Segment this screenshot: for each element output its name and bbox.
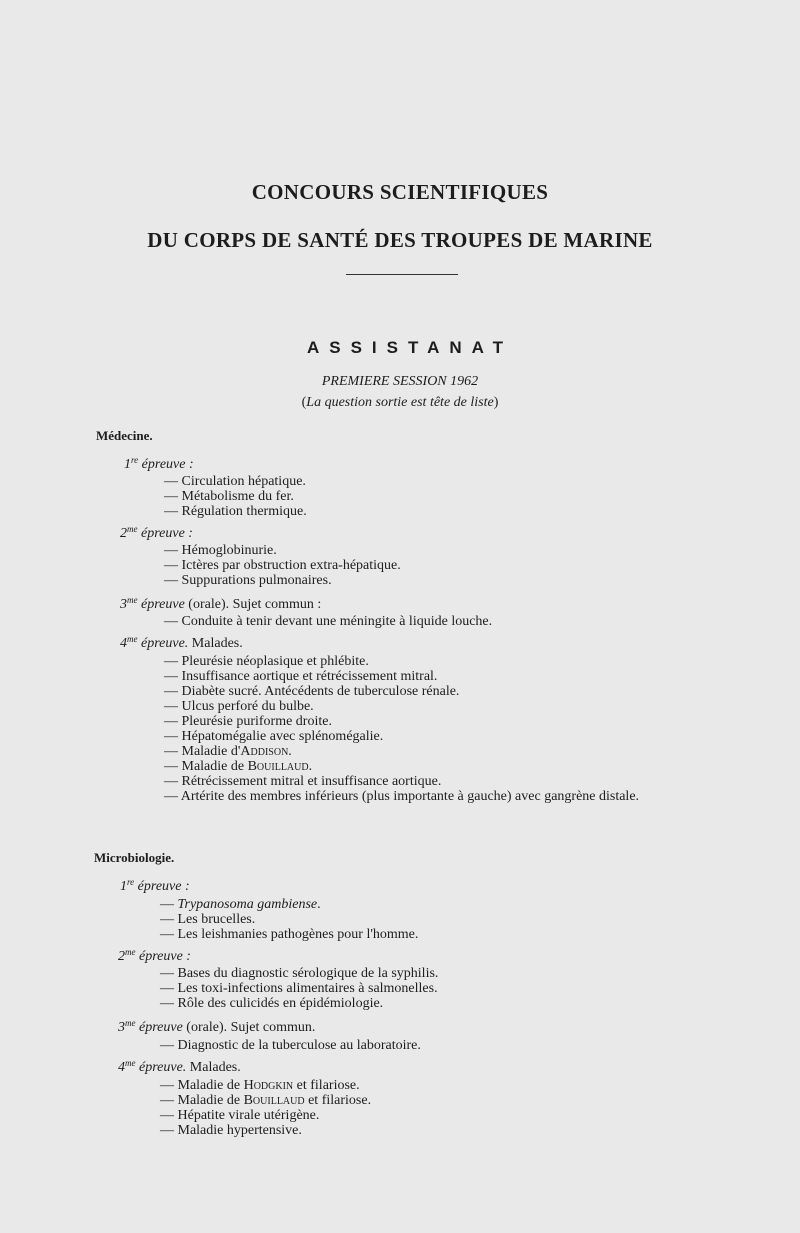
microbiologie-epreuve-1: 1re épreuve : <box>120 877 190 894</box>
medecine-epreuve-1: 1re épreuve : <box>124 455 194 472</box>
medecine-epreuve-2-list <box>164 543 401 588</box>
list-item: — Hémoglobinurie. <box>164 543 277 558</box>
list-item: — Diabète sucré. Antécédents de tuberculose rénale. <box>164 684 460 699</box>
medecine-epreuve-3-list <box>164 614 492 629</box>
medecine-epreuve-4-list <box>164 654 704 804</box>
list-item: — Insuffisance aortique et rétrécissement mitral. <box>164 669 438 684</box>
list-item: — Les toxi-infections alimentaires à salmonelles. <box>160 981 438 996</box>
list-item: — Maladie hypertensive. <box>160 1123 302 1138</box>
list-item: — Maladie de Hodgkin et filariose. <box>160 1078 360 1093</box>
microbiologie-epreuve-4: $4^{me}$ épreuve. Malades. <box>118 1058 241 1075</box>
section-medecine: Médecine. <box>96 428 153 443</box>
list-item: — Hépatite virale utérigène. <box>160 1108 320 1123</box>
section-heading: ASSISTANAT <box>306 338 514 357</box>
list-item: — Suppurations pulmonaires. <box>164 573 332 588</box>
list-item: — Maladie d'Addison. <box>164 744 292 759</box>
medecine-epreuve-2: $2^{me}$ épreuve : <box>120 524 193 541</box>
session-line: PREMIERE SESSION 1962 <box>321 374 479 389</box>
list-item: — Maladie de Bouillaud. <box>164 759 313 774</box>
medecine-epreuve-3: $3^{me}$ épreuve (orale). Sujet commun : <box>120 595 322 612</box>
microbiologie-epreuve-1-list <box>160 897 418 942</box>
title-line-2: DU CORPS DE SANTÉ DES TROUPES DE MARINE <box>147 228 653 252</box>
medecine-epreuve-4: $4^{me}$ épreuve. Malades. <box>120 634 243 651</box>
title-line-1: CONCOURS SCIENTIFIQUES <box>251 180 549 204</box>
microbiologie-epreuve-2: $2^{me}$ épreuve : <box>118 947 191 964</box>
list-item: — Les leishmanies pathogènes pour l'homme. <box>160 927 419 942</box>
list-item: — Pleurésie néoplasique et phlébite. <box>164 654 369 669</box>
list-item: — Ictères par obstruction extra-hépatique. <box>164 558 401 573</box>
list-item: — Rétrécissement mitral et insuffisance aortique. <box>164 774 442 789</box>
microbiologie-epreuve-2-list <box>160 966 438 1011</box>
list-item: — Conduite à tenir devant une méningite à liquide louche. <box>164 614 493 629</box>
microbiologie-epreuve-3-list <box>160 1038 421 1053</box>
session-note: (La question sortie est tête de liste) <box>301 395 499 410</box>
list-item: — Bases du diagnostic sérologique de la syphilis. <box>160 966 439 981</box>
list-item: — Régulation thermique. <box>164 504 307 519</box>
list-item: — Métabolisme du fer. <box>164 489 294 504</box>
list-item: — Trypanosoma gambiense. <box>160 897 321 912</box>
microbiologie-epreuve-4-list <box>160 1078 371 1138</box>
list-item: — Maladie de Bouillaud et filariose. <box>160 1093 372 1108</box>
medecine-epreuve-1-list <box>164 474 307 519</box>
list-item: — Hépatomégalie avec splénomégalie. <box>164 729 384 744</box>
list-item: — Artérite des membres inférieurs (plus importante à gauche) avec gangrène distale. <box>164 789 640 804</box>
list-item: — Les brucelles. <box>160 912 256 927</box>
list-item: — Circulation hépatique. <box>164 474 306 489</box>
list-item: — Rôle des culicidés en épidémiologie. <box>160 996 384 1011</box>
microbiologie-epreuve-3: $3^{me}$ épreuve (orale). Sujet commun. <box>118 1018 316 1035</box>
section-microbiologie: Microbiologie. <box>94 850 175 865</box>
list-item: — Ulcus perforé du bulbe. <box>164 699 314 714</box>
list-item: — Diagnostic de la tuberculose au laboratoire. <box>160 1038 421 1053</box>
list-item: — Pleurésie puriforme droite. <box>164 714 332 729</box>
title-divider <box>346 274 458 275</box>
